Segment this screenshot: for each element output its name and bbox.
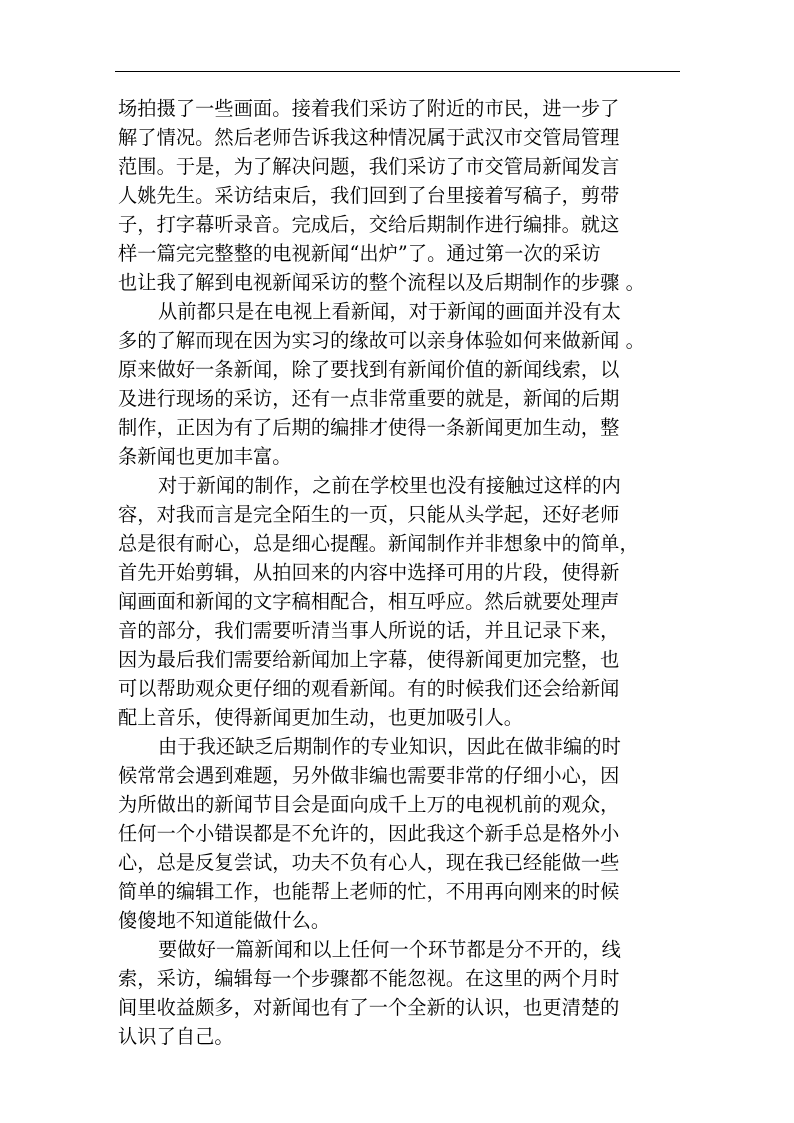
text-line: 间里收益颇多，对新闻也有了一个全新的认识，也更清楚的 (118, 996, 620, 1019)
text-line: 因为最后我们需要给新闻加上字幕，使得新闻更加完整，也 (118, 648, 620, 671)
text-line: 闻画面和新闻的文字稿相配合，相互呼应。然后就要处理声 (118, 590, 620, 613)
text-line: 也让我了解到电视新闻采访的整个流程以及后期制作的步骤 。 (118, 271, 645, 294)
text-line: 子，打字幕听录音。完成后，交给后期制作进行编排。就这 (118, 213, 620, 236)
text-line: 范围。于是，为了解决问题，我们采访了市交管局新闻发言 (118, 155, 620, 178)
text-line: 认识了自己。 (118, 1025, 234, 1048)
paragraph-first-line: 从前都只是在电视上看新闻，对于新闻的画面并没有太 (158, 300, 621, 323)
text-line: 及进行现场的采访，还有一点非常重要的就是，新闻的后期 (118, 387, 620, 410)
text-line: 容，对我而言是完全陌生的一页，只能从头学起，还好老师 (118, 503, 620, 526)
header-rule (115, 71, 680, 72)
paragraph-first-line: 对于新闻的制作，之前在学校里也没有接触过这样的内 (158, 474, 621, 497)
text-line: 条新闻也更加丰富。 (118, 445, 292, 468)
text-line: 首先开始剪辑，从拍回来的内容中选择可用的片段，使得新 (118, 561, 620, 584)
text-line: 场拍摄了一些画面。接着我们采访了附近的市民，进一步了 (118, 97, 620, 120)
text-line: 索，采访，编辑每一个步骤都不能忽视。在这里的两个月时 (118, 967, 620, 990)
text-line: 总是很有耐心，总是细心提醒。新闻制作并非想象中的简单， (118, 532, 639, 555)
text-line: 候常常会遇到难题，另外做非编也需要非常的仔细小心，因 (118, 764, 620, 787)
document-body (118, 94, 680, 1051)
text-line: 人姚先生。采访结束后，我们回到了台里接着写稿子，剪带 (118, 184, 620, 207)
paragraph-first-line: 由于我还缺乏后期制作的专业知识，因此在做非编的时 (158, 735, 621, 758)
text-line: 多的了解而现在因为实习的缘故可以亲身体验如何来做新闻 。 (118, 329, 645, 352)
text-line: 简单的编辑工作，也能帮上老师的忙，不用再向刚来的时候 (118, 880, 620, 903)
text-line: 配上音乐，使得新闻更加生动，也更加吸引人。 (118, 706, 524, 729)
paragraph-first-line: 要做好一篇新闻和以上任何一个环节都是分不开的，线 (158, 938, 621, 961)
text-line: 解了情况。然后老师告诉我这种情况属于武汉市交管局管理 (118, 126, 620, 149)
text-line: 为所做出的新闻节目会是面向成千上万的电视机前的观众， (118, 793, 620, 816)
text-line: 原来做好一条新闻，除了要找到有新闻价值的新闻线索，以 (118, 358, 620, 381)
text-line: 音的部分，我们需要听清当事人所说的话，并且记录下来， (118, 619, 620, 642)
text-line: 制作，正因为有了后期的编排才使得一条新闻更加生动，整 (118, 416, 620, 439)
text-line: 样一篇完完整整的电视新闻“出炉”了。通过第一次的采访 (118, 242, 601, 265)
text-line: 心，总是反复尝试，功夫不负有心人，现在我已经能做一些 (118, 851, 620, 874)
text-line: 任何一个小错误都是不允许的，因此我这个新手总是格外小 (118, 822, 620, 845)
text-line: 傻傻地不知道能做什么。 (118, 909, 331, 932)
text-line: 可以帮助观众更仔细的观看新闻。有的时候我们还会给新闻 (118, 677, 620, 700)
